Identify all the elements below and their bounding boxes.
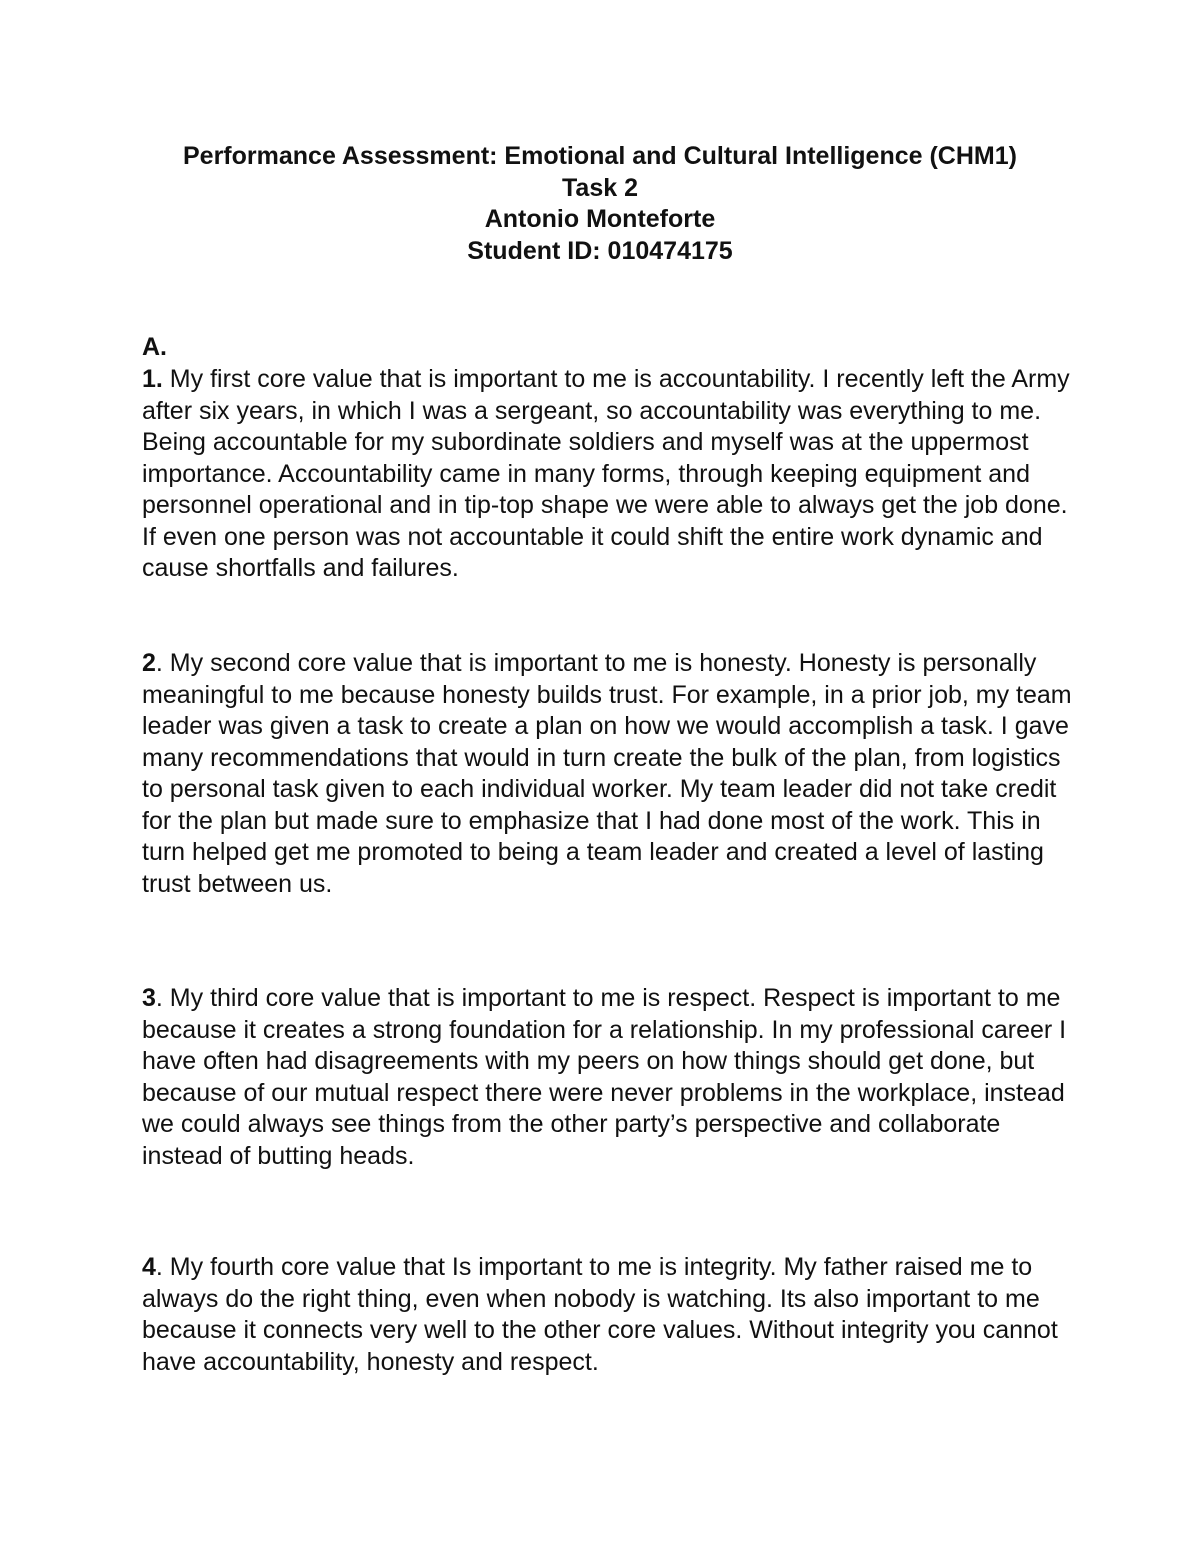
paragraph-3 xyxy=(142,983,1072,1172)
section-heading: A. xyxy=(142,333,167,361)
student-id: Student ID: 010474175 xyxy=(467,236,733,265)
paragraph-text: . My third core value that is important to me is respect. Respect is important to me because it creates a strong foundation for a relationship. In my professional career I have often had disagreements with my peers on how things should get done, but because of our mutual respect there were never problems in the workplace, instead we could always see things from the other party’s perspective and collaborate instead of butting heads. xyxy=(142,984,1067,1170)
document-header xyxy=(0,141,1200,267)
author-name: Antonio Monteforte xyxy=(484,205,716,233)
paragraph-text: . My second core value that is important to me is honesty. Honesty is personally meaningful to me because honesty builds trust. For example, in a prior job, my team leader was given a task to create a plan on how we would accomplish a task. I gave many recommendations that would in turn create the bulk of the plan, from logistics to personal task given to each individual worker. My team leader did not take credit for the plan but made sure to emphasize that I had done most of the work. This in turn helped get me promoted to being a team leader and created a level of lasting trust between us. xyxy=(142,649,1072,898)
paragraph-number: 1. xyxy=(142,365,163,393)
paragraph-number: 4 xyxy=(142,1253,156,1281)
document-title: Performance Assessment: Emotional and Cultural Intelligence (CHM1) xyxy=(183,142,1017,170)
paragraph-2 xyxy=(142,648,1072,900)
paragraph-1 xyxy=(142,364,1072,585)
paragraph-text: My first core value that is important to me is accountability. I recently left the Army after six years, in which I was a sergeant, so accountability was everything to me. Being accountable for my subordinate soldiers and myself was at the uppermost importance. Accountability came in many forms, through keeping equipment and personnel operational and in tip-top shape we were able to always get the job done. If even one person was not accountable it could shift the entire work dynamic and cause shortfalls and failures. xyxy=(142,365,1070,582)
paragraph-number: 2 xyxy=(142,649,156,677)
paragraph-text: . My fourth core value that Is important to me is integrity. My father raised me to always do the right thing, even when nobody is watching. Its also important to me because it connects very well to the other core values. Without integrity you cannot have accountability, honesty and respect. xyxy=(142,1253,1058,1376)
task-label: Task 2 xyxy=(562,173,638,202)
paragraph-4 xyxy=(142,1252,1072,1378)
paragraph-number: 3 xyxy=(142,984,156,1012)
